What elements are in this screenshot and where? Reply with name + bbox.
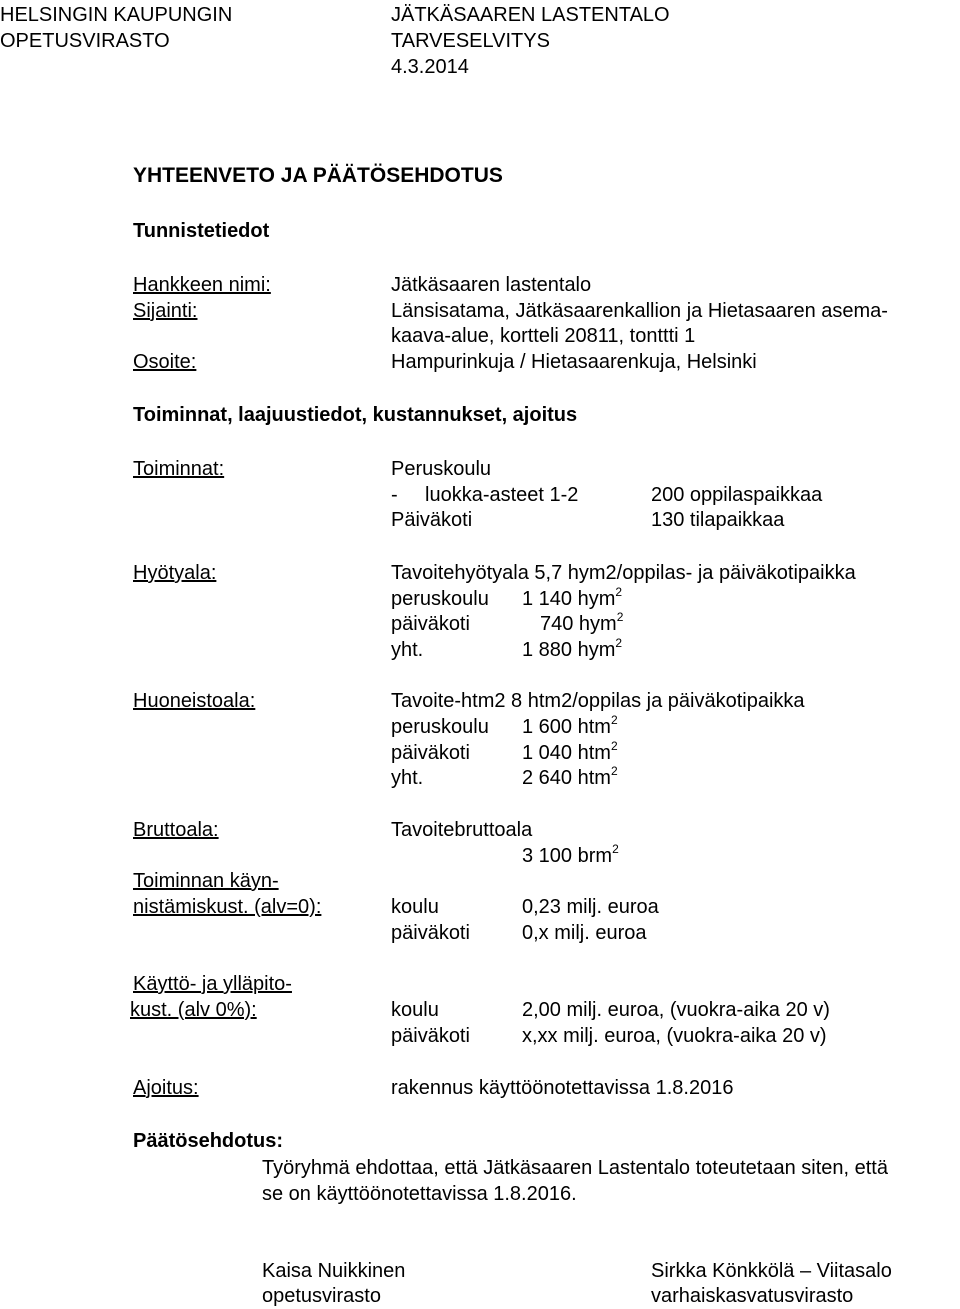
- schedule-value: rakennus käyttöönotettavissa 1.8.2016: [391, 1077, 734, 1099]
- address-value: Hampurinkuja / Hietasaarenkuja, Helsinki: [391, 351, 757, 373]
- room-row-name: yht.: [391, 767, 424, 789]
- section-heading-identity: Tunnistetiedot: [133, 220, 270, 242]
- gross-area-label: Bruttoala:: [133, 819, 219, 841]
- section-heading-operations: Toiminnat, laajuustiedot, kustannukset, ajoitus: [133, 404, 578, 426]
- usable-row-value: 1 140 hym$^2$: [522, 585, 623, 610]
- location-value-line2: kaava-alue, kortteli 20811, tonttti 1: [391, 325, 696, 347]
- room-row-value: 1 600 htm$^2$: [522, 713, 618, 738]
- location-label: Sijainti:: [133, 300, 198, 322]
- schedule-label: Ajoitus:: [133, 1077, 199, 1099]
- room-area-target: Tavoite-htm2 8 htm2/oppilas ja päiväkotipaikka: [391, 690, 805, 712]
- gross-area-target: Tavoitebruttoala: [391, 819, 533, 841]
- usable-row-name: päiväkoti: [391, 613, 470, 635]
- maintenance-cost-label-line1: Käyttö- ja ylläpito-: [133, 973, 292, 995]
- signatory-org: varhaiskasvatusvirasto: [651, 1285, 854, 1307]
- usable-area-target: Tavoitehyötyala 5,7 hym2/oppilas- ja päiväkotipaikka: [391, 562, 856, 584]
- decision-text-line1: Työryhmä ehdottaa, että Jätkäsaaren Lastentalo toteutetaan siten, että: [262, 1157, 888, 1179]
- functions-school: Peruskoulu: [391, 458, 492, 480]
- room-area-label: Huoneistoala:: [133, 690, 256, 712]
- doc-title-line2: TARVESELVITYS: [391, 30, 550, 52]
- gross-area-value: 3 100 brm$^2$: [522, 842, 619, 867]
- startup-cost-name: koulu: [391, 896, 439, 918]
- usable-row-name: peruskoulu: [391, 588, 489, 610]
- room-row-name: peruskoulu: [391, 716, 489, 738]
- startup-cost-value: 0,23 milj. euroa: [522, 896, 659, 918]
- project-name-label: Hankkeen nimi:: [133, 274, 271, 296]
- signatory-name: Sirkka Könkkölä – Viitasalo: [651, 1260, 892, 1282]
- room-row-name: päiväkoti: [391, 742, 470, 764]
- startup-cost-label-line2: nistämiskust. (alv=0):: [133, 896, 322, 918]
- functions-grades: luokka-asteet 1-2: [425, 484, 579, 506]
- functions-grades-places: 200 oppilaspaikkaa: [651, 484, 823, 506]
- decision-heading: Päätösehdotus:: [133, 1130, 284, 1152]
- maintenance-cost-name: päiväkoti: [391, 1025, 470, 1047]
- org-name-line1: HELSINGIN KAUPUNGIN: [0, 4, 233, 26]
- location-value-line1: Länsisatama, Jätkäsaarenkallion ja Hietasaaren asema-: [391, 300, 888, 322]
- startup-cost-label-line1: Toiminnan käyn-: [133, 870, 279, 892]
- doc-date: 4.3.2014: [391, 56, 469, 78]
- functions-grades-dash: -: [391, 484, 398, 506]
- usable-row-name: yht.: [391, 639, 424, 661]
- usable-row-value: 740 hym$^2$: [540, 610, 624, 635]
- page-title: YHTEENVETO JA PÄÄTÖSEHDOTUS: [133, 164, 503, 187]
- startup-cost-value: 0,x milj. euroa: [522, 922, 647, 944]
- usable-area-label: Hyötyala:: [133, 562, 217, 584]
- usable-row-value: 1 880 hym$^2$: [522, 636, 623, 661]
- org-name-line2: OPETUSVIRASTO: [0, 30, 170, 52]
- doc-title-line1: JÄTKÄSAAREN LASTENTALO: [391, 4, 670, 26]
- room-row-value: 2 640 htm$^2$: [522, 764, 618, 789]
- functions-daycare: Päiväkoti: [391, 509, 473, 531]
- signatory-org: opetusvirasto: [262, 1285, 381, 1307]
- decision-text-line2: se on käyttöönotettavissa 1.8.2016.: [262, 1183, 577, 1205]
- maintenance-cost-value: x,xx milj. euroa, (vuokra-aika 20 v): [522, 1025, 827, 1047]
- startup-cost-name: päiväkoti: [391, 922, 470, 944]
- address-label: Osoite:: [133, 351, 197, 373]
- signatory-name: Kaisa Nuikkinen: [262, 1260, 406, 1282]
- functions-daycare-places: 130 tilapaikkaa: [651, 509, 785, 531]
- project-name-value: Jätkäsaaren lastentalo: [391, 274, 592, 296]
- room-row-value: 1 040 htm$^2$: [522, 739, 618, 764]
- functions-label: Toiminnat:: [133, 458, 225, 480]
- maintenance-cost-name: koulu: [391, 999, 439, 1021]
- maintenance-cost-value: 2,00 milj. euroa, (vuokra-aika 20 v): [522, 999, 830, 1021]
- maintenance-cost-label-line2: kust. (alv 0%):: [130, 999, 257, 1021]
